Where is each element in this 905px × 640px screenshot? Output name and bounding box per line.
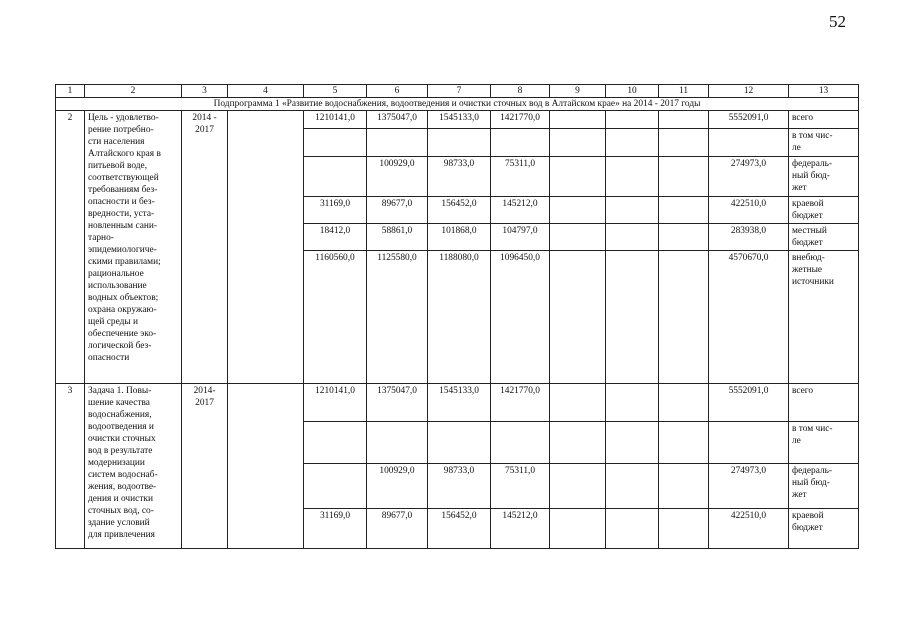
value-cell: 1210141,0 — [304, 111, 367, 129]
value-cell: 31169,0 — [304, 197, 367, 224]
empty-cell — [659, 384, 709, 422]
empty-cell — [606, 224, 659, 251]
text-line: сти населения — [88, 137, 145, 147]
text-line: тарно- — [88, 233, 114, 243]
text-line: очистки сточных — [88, 434, 156, 444]
text-line: опасности — [88, 353, 130, 363]
value-cell: 145212,0 — [491, 197, 550, 224]
text-line: бюджет — [792, 523, 823, 533]
text-line: водоснабжения, — [88, 410, 152, 420]
empty-cell — [550, 384, 606, 422]
text-line: шение качества — [88, 398, 150, 408]
value-cell: 1375047,0 — [367, 111, 428, 129]
header-cell: 9 — [550, 85, 606, 98]
value-cell: 31169,0 — [304, 509, 367, 549]
empty-cell — [606, 464, 659, 509]
header-cell: 7 — [428, 85, 491, 98]
period-cell — [182, 384, 228, 549]
value-cell: 1545133,0 — [428, 384, 491, 422]
source-cell — [789, 384, 859, 422]
value-cell — [304, 157, 367, 197]
text-line: в том чис- — [792, 131, 833, 141]
text-line: жет — [792, 183, 807, 193]
value-cell: 98733,0 — [428, 157, 491, 197]
empty-cell — [550, 129, 606, 157]
text-line: вредности, уста- — [88, 209, 155, 219]
value-cell: 58861,0 — [367, 224, 428, 251]
text-line: ле — [792, 436, 801, 446]
value-cell: 75311,0 — [491, 464, 550, 509]
header-cell: 11 — [659, 85, 709, 98]
text-line: скими правилами; — [88, 257, 161, 267]
empty-cell — [550, 509, 606, 549]
goal-cell — [85, 111, 182, 384]
empty-cell — [550, 224, 606, 251]
text-line: местный — [792, 226, 827, 236]
source-cell — [789, 251, 859, 384]
table-row — [56, 111, 859, 129]
text-line: водоотведения и — [88, 422, 154, 432]
value-cell: 1210141,0 — [304, 384, 367, 422]
text-line: питьевой воде, — [88, 161, 148, 171]
empty-cell — [550, 197, 606, 224]
empty-cell — [606, 129, 659, 157]
text-line: ле — [792, 143, 801, 153]
text-line: сточных вод, со- — [88, 506, 154, 516]
header-cell: 2 — [85, 85, 182, 98]
empty-cell — [659, 197, 709, 224]
header-cell: 8 — [491, 85, 550, 98]
text-line: жетные — [792, 265, 823, 275]
total-cell: 422510,0 — [709, 197, 789, 224]
text-line: новленным сани- — [88, 221, 158, 231]
header-cell: 6 — [367, 85, 428, 98]
value-cell: 1421770,0 — [491, 384, 550, 422]
text-line: всего — [792, 386, 814, 396]
header-cell: 1 — [56, 85, 85, 98]
text-line: 2017 — [195, 398, 214, 408]
value-cell — [367, 422, 428, 464]
empty-cell — [606, 509, 659, 549]
text-line: жет — [792, 490, 807, 500]
header-cell: 13 — [789, 85, 859, 98]
value-cell — [491, 422, 550, 464]
empty-cell — [550, 251, 606, 384]
total-cell: 274973,0 — [709, 157, 789, 197]
text-line: ный бюд- — [792, 171, 830, 181]
header-cell: 3 — [182, 85, 228, 98]
value-cell: 1375047,0 — [367, 384, 428, 422]
text-line: соответствующей — [88, 173, 159, 183]
value-cell: 18412,0 — [304, 224, 367, 251]
value-cell — [304, 464, 367, 509]
empty-cell — [659, 422, 709, 464]
empty-cell — [659, 464, 709, 509]
header-cell: 4 — [228, 85, 304, 98]
value-cell: 156452,0 — [428, 197, 491, 224]
empty-cell — [228, 111, 304, 384]
text-line: краевой — [792, 511, 824, 521]
text-line: всего — [792, 113, 814, 123]
empty-cell — [659, 251, 709, 384]
value-cell — [304, 129, 367, 157]
row-number: 2 — [56, 111, 85, 384]
value-cell: 104797,0 — [491, 224, 550, 251]
total-cell: 5552091,0 — [709, 111, 789, 129]
value-cell: 156452,0 — [428, 509, 491, 549]
value-cell — [428, 129, 491, 157]
table-row — [56, 384, 859, 422]
text-line: бюджет — [792, 211, 823, 221]
subprogram-row — [56, 98, 859, 111]
text-line: Цель - удовлетво- — [88, 113, 159, 123]
value-cell — [491, 129, 550, 157]
empty-cell — [228, 384, 304, 549]
text-line: модернизации — [88, 458, 145, 468]
empty-cell — [659, 509, 709, 549]
source-cell — [789, 464, 859, 509]
source-cell — [789, 129, 859, 157]
text-line: рациональное — [88, 269, 144, 279]
text-line: жения, водоотве- — [88, 482, 157, 492]
total-cell — [709, 422, 789, 464]
page-number: 52 — [829, 12, 846, 31]
total-cell: 4570670,0 — [709, 251, 789, 384]
empty-cell — [659, 157, 709, 197]
value-cell — [304, 422, 367, 464]
value-cell: 1421770,0 — [491, 111, 550, 129]
text-line: федераль- — [792, 466, 833, 476]
total-cell — [709, 129, 789, 157]
value-cell: 100929,0 — [367, 157, 428, 197]
empty-cell — [550, 422, 606, 464]
header-cell: 10 — [606, 85, 659, 98]
text-line: щей среды и — [88, 317, 139, 327]
text-line: логической без- — [88, 341, 152, 351]
text-line: ный бюд- — [792, 478, 830, 488]
total-cell: 283938,0 — [709, 224, 789, 251]
source-cell — [789, 509, 859, 549]
text-line: опасности и без- — [88, 197, 155, 207]
subprogram-title: Подпрограмма 1 «Развитие водоснабжения, водоотведения и очистки сточных вод в Алтайском крае» на 2014 - 2017 годы — [56, 98, 859, 111]
empty-cell — [606, 157, 659, 197]
value-cell: 1160560,0 — [304, 251, 367, 384]
text-line: источники — [792, 277, 834, 287]
text-line: Задача 1. Повы- — [88, 386, 152, 396]
text-line: использование — [88, 281, 147, 291]
text-line: требованиям без- — [88, 185, 158, 195]
value-cell: 75311,0 — [491, 157, 550, 197]
value-cell: 1188080,0 — [428, 251, 491, 384]
total-cell: 274973,0 — [709, 464, 789, 509]
text-line: дения и очистки — [88, 494, 153, 504]
text-line: вод в результате — [88, 446, 153, 456]
period-cell — [182, 111, 228, 384]
text-line: краевой — [792, 199, 824, 209]
header-cell: 5 — [304, 85, 367, 98]
value-cell: 145212,0 — [491, 509, 550, 549]
value-cell — [428, 422, 491, 464]
empty-cell — [606, 422, 659, 464]
value-cell: 98733,0 — [428, 464, 491, 509]
source-cell — [789, 197, 859, 224]
task-cell — [85, 384, 182, 549]
source-cell — [789, 422, 859, 464]
text-line: 2014- — [193, 386, 216, 396]
empty-cell — [659, 111, 709, 129]
text-line: бюджет — [792, 238, 823, 248]
empty-cell — [550, 464, 606, 509]
source-cell — [789, 111, 859, 129]
value-cell: 100929,0 — [367, 464, 428, 509]
empty-cell — [606, 197, 659, 224]
text-line: в том чис- — [792, 424, 833, 434]
empty-cell — [550, 111, 606, 129]
header-row — [56, 85, 859, 98]
total-cell: 422510,0 — [709, 509, 789, 549]
source-cell — [789, 224, 859, 251]
value-cell: 89677,0 — [367, 197, 428, 224]
value-cell: 89677,0 — [367, 509, 428, 549]
text-line: 2014 - — [192, 113, 217, 123]
text-line: здание условий — [88, 518, 150, 528]
text-line: эпидемиологиче- — [88, 245, 157, 255]
text-line: систем водоснаб- — [88, 470, 158, 480]
source-cell — [789, 157, 859, 197]
budget-table — [55, 84, 859, 549]
text-line: федераль- — [792, 159, 833, 169]
empty-cell — [659, 224, 709, 251]
row-number: 3 — [56, 384, 85, 549]
value-cell: 101868,0 — [428, 224, 491, 251]
text-line: водных объектов; — [88, 293, 159, 303]
empty-cell — [606, 111, 659, 129]
text-line: для привлечения — [88, 530, 155, 540]
text-line: обеспечение эко- — [88, 329, 157, 339]
text-line: Алтайского края в — [88, 149, 161, 159]
total-cell: 5552091,0 — [709, 384, 789, 422]
empty-cell — [659, 129, 709, 157]
value-cell: 1545133,0 — [428, 111, 491, 129]
text-line: 2017 — [195, 125, 214, 135]
text-line: охрана окружаю- — [88, 305, 157, 315]
empty-cell — [606, 384, 659, 422]
empty-cell — [550, 157, 606, 197]
text-line: внебюд- — [792, 253, 825, 263]
empty-cell — [606, 251, 659, 384]
value-cell: 1125580,0 — [367, 251, 428, 384]
header-cell: 12 — [709, 85, 789, 98]
value-cell — [367, 129, 428, 157]
text-line: рение потребно- — [88, 125, 154, 135]
value-cell: 1096450,0 — [491, 251, 550, 384]
